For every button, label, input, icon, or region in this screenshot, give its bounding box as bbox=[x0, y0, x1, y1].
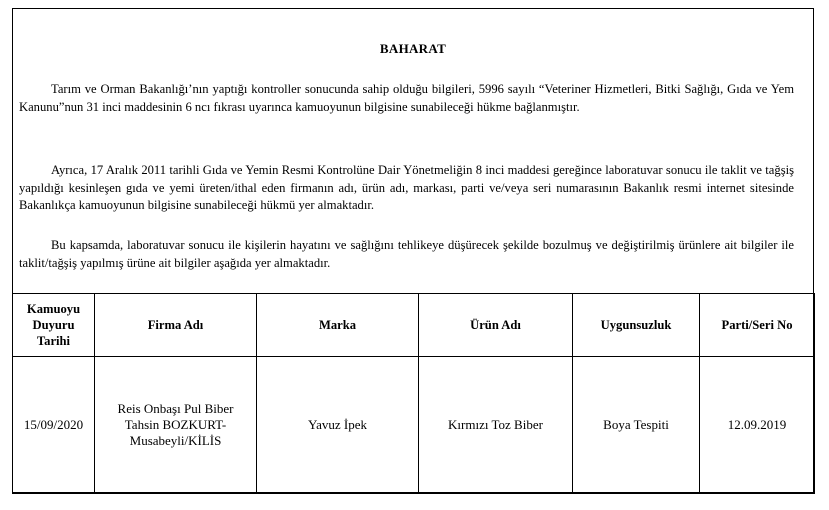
cell-firm-line: Musabeyli/KİLİS bbox=[129, 433, 222, 448]
cell-batch: 12.09.2019 bbox=[700, 357, 815, 494]
cell-nonconformity: Boya Tespiti bbox=[573, 357, 700, 494]
cell-firm bbox=[95, 357, 257, 494]
product-table bbox=[12, 293, 815, 494]
cell-brand: Yavuz İpek bbox=[257, 357, 419, 494]
header-date-line: Kamuoyu bbox=[26, 302, 81, 316]
header-date-line: Duyuru bbox=[32, 318, 75, 332]
cell-product: Kırmızı Toz Biber bbox=[419, 357, 573, 494]
cell-firm-line: Reis Onbaşı Pul Biber bbox=[117, 401, 234, 416]
header-date bbox=[13, 294, 95, 357]
cell-date: 15/09/2020 bbox=[13, 357, 95, 494]
header-batch: Parti/Seri No bbox=[700, 294, 815, 357]
regulation-paragraph: Ayrıca, 17 Aralık 2011 tarihli Gıda ve Yemin Resmi Kontrolüne Dair Yönetmeliğin 8 inci maddesi gereğince laboratuvar sonucu ile taklit ve tağşiş yapıldığı kesinleşen gıda ve yemi üreten/ithal eden firmanın adı, ürün adı, markası, parti ve/veya seri numarasının Bakanlık resmi internet sitesinde Bakanlıkça kamuoyunun bilgisine sunabileceği hükmü yer almaktadır. bbox=[19, 163, 794, 212]
scope-paragraph: Bu kapsamda, laboratuvar sonucu ile kişilerin hayatını ve sağlığını tehlikeye düşürecek şekilde bozulmuş ve değiştirilmiş ürünlere ait bilgiler ile taklit/tağşiş yapılmış ürüne ait bilgiler aşağıda yer almaktadır. bbox=[19, 238, 794, 270]
table-header-row bbox=[13, 294, 815, 357]
header-product: Ürün Adı bbox=[419, 294, 573, 357]
table-row bbox=[13, 357, 815, 494]
document-title: BAHARAT bbox=[379, 41, 447, 56]
header-firm: Firma Adı bbox=[95, 294, 257, 357]
cell-firm-line: Tahsin BOZKURT- bbox=[124, 417, 227, 432]
header-nonconformity: Uygunsuzluk bbox=[573, 294, 700, 357]
intro-paragraph: Tarım ve Orman Bakanlığı’nın yaptığı kontroller sonucunda sahip olduğu bilgileri, 5996 sayılı “Veteriner Hizmetleri, Bitki Sağlığı, Gıda ve Yem Kanunu”nun 31 inci maddesinin 6 ncı fıkrası uyarınca kamuoyunun bilgisine sunabileceği hükme bağlanmıştır. bbox=[19, 82, 794, 114]
header-brand: Marka bbox=[257, 294, 419, 357]
header-date-line: Tarihi bbox=[36, 334, 71, 348]
